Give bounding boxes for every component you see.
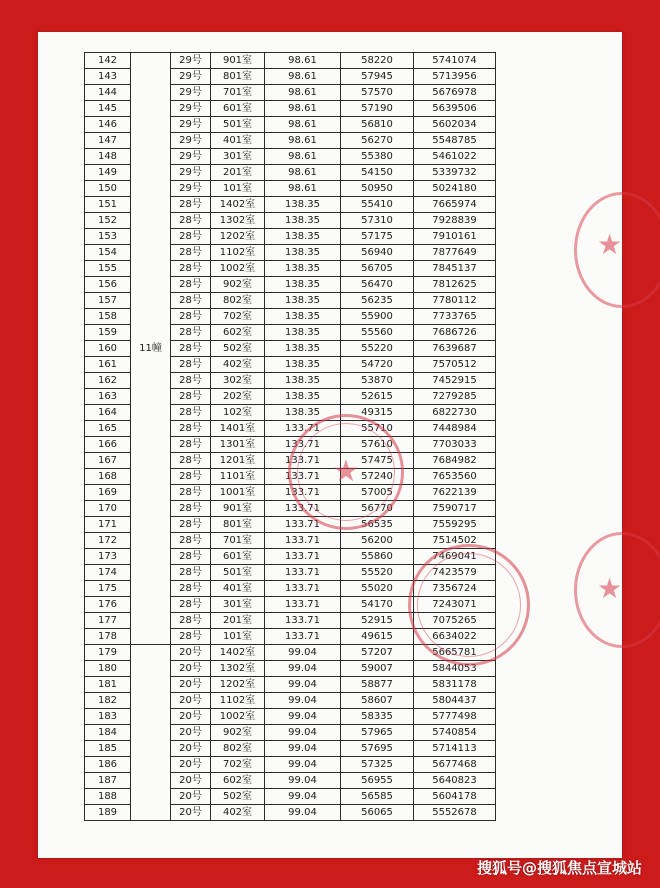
room-cell: 801室 <box>211 517 265 533</box>
area-cell: 138.35 <box>265 197 341 213</box>
unit-cell: 28号 <box>171 357 211 373</box>
area-cell: 133.71 <box>265 485 341 501</box>
unit-price-cell: 55020 <box>341 581 414 597</box>
total-price-cell: 5740854 <box>414 725 496 741</box>
total-price-cell: 7686726 <box>414 325 496 341</box>
unit-price-cell: 56235 <box>341 293 414 309</box>
unit-price-cell: 56940 <box>341 245 414 261</box>
room-cell: 301室 <box>211 149 265 165</box>
row-number-cell: 168 <box>85 469 131 485</box>
official-seal-stamp: ★ <box>288 414 404 530</box>
room-cell: 1001室 <box>211 485 265 501</box>
total-price-cell: 7590717 <box>414 501 496 517</box>
unit-price-cell: 58335 <box>341 709 414 725</box>
row-number-cell: 147 <box>85 133 131 149</box>
document-page <box>38 32 622 858</box>
total-price-cell: 7733765 <box>414 309 496 325</box>
area-cell: 98.61 <box>265 117 341 133</box>
room-cell: 501室 <box>211 117 265 133</box>
unit-cell: 29号 <box>171 85 211 101</box>
row-number-cell: 152 <box>85 213 131 229</box>
unit-cell: 28号 <box>171 229 211 245</box>
area-cell: 99.04 <box>265 773 341 789</box>
row-number-cell: 145 <box>85 101 131 117</box>
unit-price-cell: 56470 <box>341 277 414 293</box>
unit-price-cell: 56200 <box>341 533 414 549</box>
total-price-cell: 7279285 <box>414 389 496 405</box>
area-cell: 98.61 <box>265 53 341 69</box>
room-cell: 1201室 <box>211 453 265 469</box>
room-cell: 702室 <box>211 309 265 325</box>
unit-cell: 20号 <box>171 805 211 821</box>
row-number-cell: 154 <box>85 245 131 261</box>
room-cell: 401室 <box>211 133 265 149</box>
row-number-cell: 175 <box>85 581 131 597</box>
area-cell: 98.61 <box>265 69 341 85</box>
row-number-cell: 189 <box>85 805 131 821</box>
unit-price-cell: 56065 <box>341 805 414 821</box>
row-number-cell: 172 <box>85 533 131 549</box>
unit-price-cell: 56810 <box>341 117 414 133</box>
unit-cell: 28号 <box>171 613 211 629</box>
unit-price-cell: 50950 <box>341 181 414 197</box>
row-number-cell: 161 <box>85 357 131 373</box>
row-number-cell: 162 <box>85 373 131 389</box>
total-price-cell: 5713956 <box>414 69 496 85</box>
total-price-cell: 5552678 <box>414 805 496 821</box>
area-cell: 133.71 <box>265 613 341 629</box>
area-cell: 99.04 <box>265 661 341 677</box>
total-price-cell: 5639506 <box>414 101 496 117</box>
room-cell: 1402室 <box>211 645 265 661</box>
room-cell: 602室 <box>211 325 265 341</box>
area-cell: 133.71 <box>265 565 341 581</box>
room-cell: 401室 <box>211 581 265 597</box>
unit-cell: 20号 <box>171 725 211 741</box>
unit-price-cell: 54720 <box>341 357 414 373</box>
room-cell: 1301室 <box>211 437 265 453</box>
area-cell: 138.35 <box>265 341 341 357</box>
building-cell <box>131 645 171 821</box>
unit-cell: 28号 <box>171 629 211 645</box>
unit-price-cell: 56270 <box>341 133 414 149</box>
room-cell: 701室 <box>211 85 265 101</box>
room-cell: 501室 <box>211 565 265 581</box>
unit-price-cell: 59007 <box>341 661 414 677</box>
unit-cell: 29号 <box>171 101 211 117</box>
unit-cell: 20号 <box>171 789 211 805</box>
row-number-cell: 183 <box>85 709 131 725</box>
area-cell: 138.35 <box>265 245 341 261</box>
area-cell: 98.61 <box>265 133 341 149</box>
unit-price-cell: 57207 <box>341 645 414 661</box>
unit-price-cell: 57175 <box>341 229 414 245</box>
row-number-cell: 158 <box>85 309 131 325</box>
room-cell: 102室 <box>211 405 265 421</box>
row-number-cell: 167 <box>85 453 131 469</box>
unit-price-cell: 52915 <box>341 613 414 629</box>
unit-cell: 20号 <box>171 693 211 709</box>
row-number-cell: 188 <box>85 789 131 805</box>
unit-cell: 29号 <box>171 133 211 149</box>
unit-price-cell: 57005 <box>341 485 414 501</box>
unit-price-cell: 56585 <box>341 789 414 805</box>
unit-price-cell: 57240 <box>341 469 414 485</box>
room-cell: 802室 <box>211 293 265 309</box>
area-cell: 133.71 <box>265 421 341 437</box>
area-cell: 99.04 <box>265 677 341 693</box>
unit-price-cell: 57945 <box>341 69 414 85</box>
total-price-cell: 7452915 <box>414 373 496 389</box>
area-cell: 99.04 <box>265 725 341 741</box>
unit-cell: 28号 <box>171 245 211 261</box>
row-number-cell: 155 <box>85 261 131 277</box>
area-cell: 138.35 <box>265 389 341 405</box>
area-cell: 99.04 <box>265 757 341 773</box>
room-cell: 202室 <box>211 389 265 405</box>
unit-cell: 28号 <box>171 469 211 485</box>
total-price-cell: 5602034 <box>414 117 496 133</box>
unit-price-cell: 57190 <box>341 101 414 117</box>
area-cell: 138.35 <box>265 293 341 309</box>
area-cell: 133.71 <box>265 469 341 485</box>
row-number-cell: 160 <box>85 341 131 357</box>
unit-cell: 28号 <box>171 517 211 533</box>
unit-price-cell: 57310 <box>341 213 414 229</box>
total-price-cell: 5339732 <box>414 165 496 181</box>
unit-cell: 20号 <box>171 661 211 677</box>
total-price-cell: 5741074 <box>414 53 496 69</box>
table-row <box>85 645 496 661</box>
room-cell: 101室 <box>211 629 265 645</box>
total-price-cell: 7639687 <box>414 341 496 357</box>
area-cell: 98.61 <box>265 181 341 197</box>
area-cell: 133.71 <box>265 597 341 613</box>
room-cell: 601室 <box>211 101 265 117</box>
room-cell: 402室 <box>211 805 265 821</box>
unit-cell: 28号 <box>171 421 211 437</box>
room-cell: 901室 <box>211 53 265 69</box>
row-number-cell: 163 <box>85 389 131 405</box>
row-number-cell: 159 <box>85 325 131 341</box>
unit-price-cell: 55520 <box>341 565 414 581</box>
unit-price-cell: 57325 <box>341 757 414 773</box>
area-cell: 133.71 <box>265 453 341 469</box>
unit-cell: 28号 <box>171 389 211 405</box>
area-cell: 133.71 <box>265 533 341 549</box>
unit-cell: 28号 <box>171 373 211 389</box>
unit-price-cell: 57475 <box>341 453 414 469</box>
total-price-cell: 5677468 <box>414 757 496 773</box>
unit-cell: 20号 <box>171 677 211 693</box>
edge-seal-stamp: ★ <box>574 532 660 648</box>
row-number-cell: 174 <box>85 565 131 581</box>
row-number-cell: 169 <box>85 485 131 501</box>
unit-price-cell: 52615 <box>341 389 414 405</box>
unit-cell: 28号 <box>171 405 211 421</box>
row-number-cell: 179 <box>85 645 131 661</box>
unit-price-cell: 55710 <box>341 421 414 437</box>
area-cell: 138.35 <box>265 309 341 325</box>
row-number-cell: 176 <box>85 597 131 613</box>
row-number-cell: 149 <box>85 165 131 181</box>
row-number-cell: 186 <box>85 757 131 773</box>
row-number-cell: 184 <box>85 725 131 741</box>
unit-cell: 29号 <box>171 181 211 197</box>
room-cell: 902室 <box>211 725 265 741</box>
unit-cell: 28号 <box>171 213 211 229</box>
unit-cell: 28号 <box>171 597 211 613</box>
room-cell: 1202室 <box>211 677 265 693</box>
area-cell: 133.71 <box>265 581 341 597</box>
area-cell: 99.04 <box>265 709 341 725</box>
edge-seal-stamp: ★ <box>574 192 660 308</box>
room-cell: 1302室 <box>211 213 265 229</box>
room-cell: 402室 <box>211 357 265 373</box>
row-number-cell: 156 <box>85 277 131 293</box>
unit-cell: 28号 <box>171 437 211 453</box>
unit-cell: 28号 <box>171 325 211 341</box>
area-cell: 133.71 <box>265 517 341 533</box>
total-price-cell: 5461022 <box>414 149 496 165</box>
row-number-cell: 170 <box>85 501 131 517</box>
total-price-cell: 5548785 <box>414 133 496 149</box>
unit-cell: 28号 <box>171 261 211 277</box>
total-price-cell: 7448984 <box>414 421 496 437</box>
total-price-cell: 5640823 <box>414 773 496 789</box>
unit-cell: 28号 <box>171 341 211 357</box>
room-cell: 1402室 <box>211 197 265 213</box>
unit-cell: 20号 <box>171 757 211 773</box>
unit-price-cell: 54150 <box>341 165 414 181</box>
unit-price-cell: 54170 <box>341 597 414 613</box>
unit-price-cell: 57695 <box>341 741 414 757</box>
area-cell: 98.61 <box>265 165 341 181</box>
room-cell: 1302室 <box>211 661 265 677</box>
unit-cell: 20号 <box>171 773 211 789</box>
area-cell: 99.04 <box>265 789 341 805</box>
unit-price-cell: 56955 <box>341 773 414 789</box>
row-number-cell: 178 <box>85 629 131 645</box>
total-price-cell: 5831178 <box>414 677 496 693</box>
area-cell: 133.71 <box>265 501 341 517</box>
unit-cell: 29号 <box>171 165 211 181</box>
unit-cell: 28号 <box>171 501 211 517</box>
room-cell: 301室 <box>211 597 265 613</box>
area-cell: 99.04 <box>265 741 341 757</box>
area-cell: 138.35 <box>265 405 341 421</box>
row-number-cell: 177 <box>85 613 131 629</box>
row-number-cell: 146 <box>85 117 131 133</box>
total-price-cell: 7075265 <box>414 613 496 629</box>
area-cell: 98.61 <box>265 85 341 101</box>
room-cell: 801室 <box>211 69 265 85</box>
room-cell: 502室 <box>211 341 265 357</box>
area-cell: 138.35 <box>265 229 341 245</box>
unit-cell: 29号 <box>171 117 211 133</box>
unit-price-cell: 58220 <box>341 53 414 69</box>
total-price-cell: 7622139 <box>414 485 496 501</box>
unit-cell: 20号 <box>171 741 211 757</box>
total-price-cell: 5714113 <box>414 741 496 757</box>
unit-cell: 28号 <box>171 277 211 293</box>
unit-price-cell: 49615 <box>341 629 414 645</box>
total-price-cell: 7423579 <box>414 565 496 581</box>
unit-cell: 28号 <box>171 485 211 501</box>
total-price-cell: 7877649 <box>414 245 496 261</box>
total-price-cell: 5777498 <box>414 709 496 725</box>
unit-cell: 29号 <box>171 149 211 165</box>
unit-price-cell: 56705 <box>341 261 414 277</box>
room-cell: 902室 <box>211 277 265 293</box>
unit-price-cell: 55380 <box>341 149 414 165</box>
row-number-cell: 181 <box>85 677 131 693</box>
unit-price-cell: 56770 <box>341 501 414 517</box>
row-number-cell: 142 <box>85 53 131 69</box>
area-cell: 99.04 <box>265 693 341 709</box>
unit-cell: 28号 <box>171 549 211 565</box>
total-price-cell: 5676978 <box>414 85 496 101</box>
unit-price-cell: 57965 <box>341 725 414 741</box>
price-table-body <box>85 53 496 821</box>
row-number-cell: 144 <box>85 85 131 101</box>
room-cell: 502室 <box>211 789 265 805</box>
unit-price-cell: 55410 <box>341 197 414 213</box>
room-cell: 901室 <box>211 501 265 517</box>
row-number-cell: 182 <box>85 693 131 709</box>
total-price-cell: 7928839 <box>414 213 496 229</box>
room-cell: 802室 <box>211 741 265 757</box>
total-price-cell: 7570512 <box>414 357 496 373</box>
room-cell: 1002室 <box>211 709 265 725</box>
total-price-cell: 7910161 <box>414 229 496 245</box>
area-cell: 99.04 <box>265 805 341 821</box>
room-cell: 602室 <box>211 773 265 789</box>
unit-cell: 28号 <box>171 581 211 597</box>
total-price-cell: 7243071 <box>414 597 496 613</box>
area-cell: 138.35 <box>265 373 341 389</box>
row-number-cell: 157 <box>85 293 131 309</box>
row-number-cell: 180 <box>85 661 131 677</box>
room-cell: 1401室 <box>211 421 265 437</box>
room-cell: 1202室 <box>211 229 265 245</box>
area-cell: 138.35 <box>265 213 341 229</box>
unit-price-cell: 58607 <box>341 693 414 709</box>
row-number-cell: 153 <box>85 229 131 245</box>
unit-cell: 28号 <box>171 293 211 309</box>
unit-price-cell: 55560 <box>341 325 414 341</box>
unit-cell: 29号 <box>171 69 211 85</box>
unit-cell: 28号 <box>171 533 211 549</box>
total-price-cell: 5665781 <box>414 645 496 661</box>
unit-price-cell: 58877 <box>341 677 414 693</box>
row-number-cell: 151 <box>85 197 131 213</box>
unit-price-cell: 57570 <box>341 85 414 101</box>
total-price-cell: 7514502 <box>414 533 496 549</box>
area-cell: 138.35 <box>265 277 341 293</box>
total-price-cell: 6822730 <box>414 405 496 421</box>
row-number-cell: 187 <box>85 773 131 789</box>
room-cell: 201室 <box>211 165 265 181</box>
row-number-cell: 165 <box>85 421 131 437</box>
unit-cell: 28号 <box>171 565 211 581</box>
price-table <box>84 52 496 821</box>
room-cell: 1101室 <box>211 469 265 485</box>
total-price-cell: 5804437 <box>414 693 496 709</box>
unit-cell: 28号 <box>171 197 211 213</box>
row-number-cell: 185 <box>85 741 131 757</box>
unit-price-cell: 55900 <box>341 309 414 325</box>
unit-cell: 28号 <box>171 453 211 469</box>
area-cell: 138.35 <box>265 261 341 277</box>
total-price-cell: 5604178 <box>414 789 496 805</box>
unit-price-cell: 53870 <box>341 373 414 389</box>
row-number-cell: 143 <box>85 69 131 85</box>
unit-cell: 20号 <box>171 645 211 661</box>
total-price-cell: 5844053 <box>414 661 496 677</box>
room-cell: 302室 <box>211 373 265 389</box>
row-number-cell: 171 <box>85 517 131 533</box>
unit-cell: 29号 <box>171 53 211 69</box>
room-cell: 701室 <box>211 533 265 549</box>
total-price-cell: 7780112 <box>414 293 496 309</box>
unit-price-cell: 56535 <box>341 517 414 533</box>
area-cell: 133.71 <box>265 549 341 565</box>
row-number-cell: 173 <box>85 549 131 565</box>
watermark-text: 搜狐号@搜狐焦点宣城站 <box>476 859 642 877</box>
total-price-cell: 7559295 <box>414 517 496 533</box>
room-cell: 201室 <box>211 613 265 629</box>
unit-cell: 28号 <box>171 309 211 325</box>
row-number-cell: 166 <box>85 437 131 453</box>
total-price-cell: 7356724 <box>414 581 496 597</box>
building-cell: 11幢 <box>131 53 171 645</box>
total-price-cell: 7653560 <box>414 469 496 485</box>
total-price-cell: 6634022 <box>414 629 496 645</box>
area-cell: 98.61 <box>265 149 341 165</box>
area-cell: 99.04 <box>265 645 341 661</box>
room-cell: 1002室 <box>211 261 265 277</box>
room-cell: 702室 <box>211 757 265 773</box>
total-price-cell: 7665974 <box>414 197 496 213</box>
unit-cell: 20号 <box>171 709 211 725</box>
unit-price-cell: 55220 <box>341 341 414 357</box>
unit-price-cell: 49315 <box>341 405 414 421</box>
room-cell: 1102室 <box>211 245 265 261</box>
total-price-cell: 7812625 <box>414 277 496 293</box>
area-cell: 138.35 <box>265 325 341 341</box>
area-cell: 98.61 <box>265 101 341 117</box>
total-price-cell: 7845137 <box>414 261 496 277</box>
room-cell: 1102室 <box>211 693 265 709</box>
room-cell: 601室 <box>211 549 265 565</box>
area-cell: 133.71 <box>265 629 341 645</box>
row-number-cell: 148 <box>85 149 131 165</box>
room-cell: 101室 <box>211 181 265 197</box>
total-price-cell: 7469041 <box>414 549 496 565</box>
unit-price-cell: 55860 <box>341 549 414 565</box>
table-row <box>85 53 496 69</box>
area-cell: 133.71 <box>265 437 341 453</box>
row-number-cell: 150 <box>85 181 131 197</box>
unit-price-cell: 57610 <box>341 437 414 453</box>
total-price-cell: 5024180 <box>414 181 496 197</box>
total-price-cell: 7684982 <box>414 453 496 469</box>
total-price-cell: 7703033 <box>414 437 496 453</box>
row-number-cell: 164 <box>85 405 131 421</box>
area-cell: 138.35 <box>265 357 341 373</box>
